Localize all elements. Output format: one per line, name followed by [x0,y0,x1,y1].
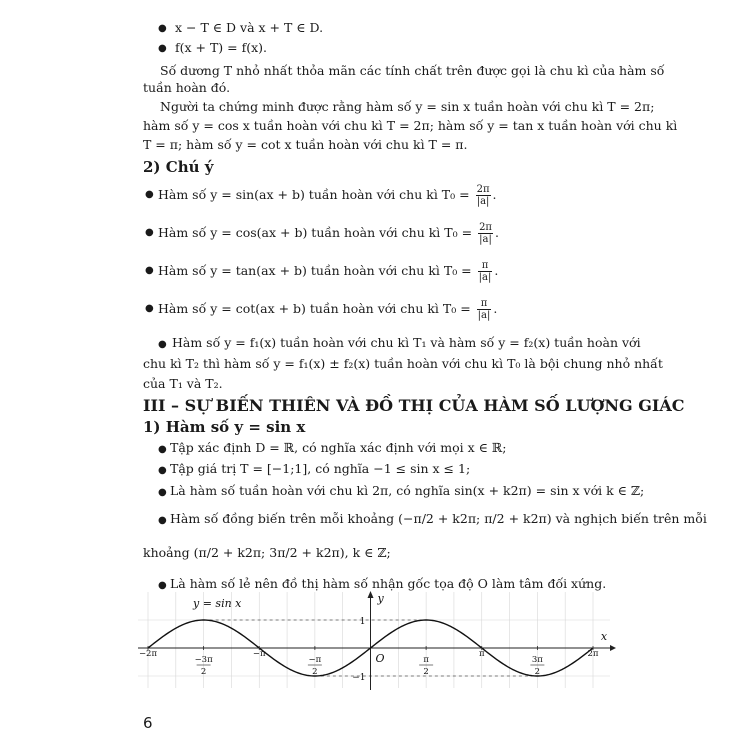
combo-paragraph-line: chu kì T₂ thì hàm số y = f₁(x) ± f₂(x) tuần hoàn với chu kì T₀ là bội chung nhỏ nhất [143,356,663,371]
x-tick-label-denominator: 2 [312,667,318,677]
x-axis-label: x [600,630,608,643]
x-tick-label: π [478,649,485,659]
period-paragraph-line: hàm số y = cos x tuần hoàn với chu kì T = 2π; hàm số y = tan x tuần hoàn với chu kì [143,118,678,133]
bullet-dot: ● [158,465,167,476]
section-heading: III – SỰ BIẾN THIÊN VÀ ĐỒ THỊ CỦA HÀM SỐ LƯỢNG GIÁC [143,396,685,415]
fraction-denominator: |a| [478,272,492,283]
period-fraction [478,222,493,245]
period-paragraph-line: T = π; hàm số y = cot x tuần hoàn với chu kì T = π. [143,137,468,152]
odd-function-bullet: Là hàm số lẻ nên đồ thị hàm số nhận gốc tọa độ O làm tâm đối xứng. [170,576,607,591]
increase-interval: (−π/2 + k2π; π/2 + k2π) [398,511,552,526]
x-tick-label: −2π [138,649,158,659]
note-heading: 2) Chú ý [143,158,214,176]
x-tick-label-denominator: 2 [423,667,429,677]
definition-bullet: f(x + T) = f(x). [175,40,268,55]
x-axis-arrow [610,645,616,651]
bullet-dot: ● [158,43,167,54]
note-bullet: Hàm số y = cot(ax + b) tuần hoàn với chu kì T₀ = $\frac{\pi}{|a|}$ . [158,298,498,321]
note-bullet: Hàm số y = sin(ax + b) tuần hoàn với chu kì T₀ = $\frac{2\pi}{|a|}$ . [158,184,497,207]
page-number: 6 [143,714,153,732]
domain-bullet: Tập xác định D = ℝ, có nghĩa xác định với mọi x ∈ ℝ; [170,440,507,455]
increase-bullet [170,511,707,527]
y-axis-arrow [368,591,374,598]
period-fraction [476,184,491,207]
x-tick-label-numerator: π [423,655,429,665]
bullet-dot: ● [158,23,167,34]
definition-bullet: x − T ∈ D và x + T ∈ D. [175,20,324,35]
fraction-denominator: |a| [476,196,490,207]
y-tick-label: 1 [359,617,366,627]
y-axis-label: y [377,592,384,605]
bullet-dot: ● [145,227,154,238]
fraction-numerator: π [478,260,493,272]
fraction-numerator: 2π [476,184,490,195]
decrease-line [143,545,391,561]
fraction-denominator: |a| [479,234,492,245]
bullet-dot: ● [145,189,154,200]
y-tick-label: −1 [352,673,366,683]
note-bullet-text: Hàm số y = sin(ax + b) tuần hoàn với chu kì T₀ = [158,187,470,202]
period-fraction [478,260,493,283]
x-tick-label: −π [252,649,266,659]
sine-graph [138,590,616,690]
period-fraction [477,298,492,321]
definition-paragraph-line: Số dương T nhỏ nhất thỏa mãn các tính chất trên được gọi là chu kì của hàm số [160,63,665,78]
fraction-numerator: 2π [479,222,492,233]
x-tick-label-numerator: 3π [531,655,543,665]
x-tick-label: 2π [587,649,599,659]
note-bullet-text: Hàm số y = cos(ax + b) tuần hoàn với chu kì T₀ = [158,225,473,240]
subsection-heading: 1) Hàm số y = sin x [143,418,306,436]
decrease-interval: (π/2 + k2π; 3π/2 + k2π), k ∈ ℤ; [193,545,391,560]
bullet-dot: ● [158,339,167,350]
bullet-dot: ● [158,444,167,455]
x-tick-label-numerator: −π [308,655,322,665]
combo-paragraph-line: của T₁ và T₂. [143,376,223,391]
bullet-dot: ● [145,265,154,276]
combo-paragraph-line: Hàm số y = f₁(x) tuần hoàn với chu kì T₁ và hàm số y = f₂(x) tuần hoàn với [172,335,641,350]
range-bullet: Tập giá trị T = [−1;1], có nghĩa −1 ≤ sin x ≤ 1; [170,461,471,476]
x-tick-label-numerator: −3π [194,655,213,665]
origin-label: O [375,652,385,665]
bullet-dot: ● [158,515,167,526]
note-bullet: Hàm số y = cos(ax + b) tuần hoàn với chu kì T₀ = $\frac{2\pi}{|a|}$ . [158,222,499,245]
note-bullet-text: Hàm số y = cot(ax + b) tuần hoàn với chu kì T₀ = [158,301,471,316]
x-tick-label-denominator: 2 [200,667,207,677]
fraction-numerator: π [477,298,492,310]
definition-paragraph-line: tuần hoàn đó. [143,80,231,95]
curve-label: y = sin x [193,597,242,610]
note-bullet-text: Hàm số y = tan(ax + b) tuần hoàn với chu kì T₀ = [158,263,472,278]
bullet-dot: ● [145,303,154,314]
bullet-dot: ● [158,487,167,498]
increase-text: Hàm số đồng biến trên mỗi khoảng [170,511,395,526]
fraction-denominator: |a| [477,310,491,321]
note-bullet: Hàm số y = tan(ax + b) tuần hoàn với chu kì T₀ = $\frac{\pi}{|a|}$ . [158,260,499,283]
period-bullet: Là hàm số tuần hoàn với chu kì 2π, có nghĩa sin(x + k2π) = sin x với k ∈ ℤ; [170,483,645,498]
bullet-dot: ● [158,580,167,591]
increase-text-tail: và nghịch biến trên mỗi [555,511,707,526]
decrease-text: khoảng [143,545,190,560]
x-tick-label-denominator: 2 [534,667,541,677]
period-paragraph-line: Người ta chứng minh được rằng hàm số y = sin x tuần hoàn với chu kì T = 2π; [160,99,655,114]
